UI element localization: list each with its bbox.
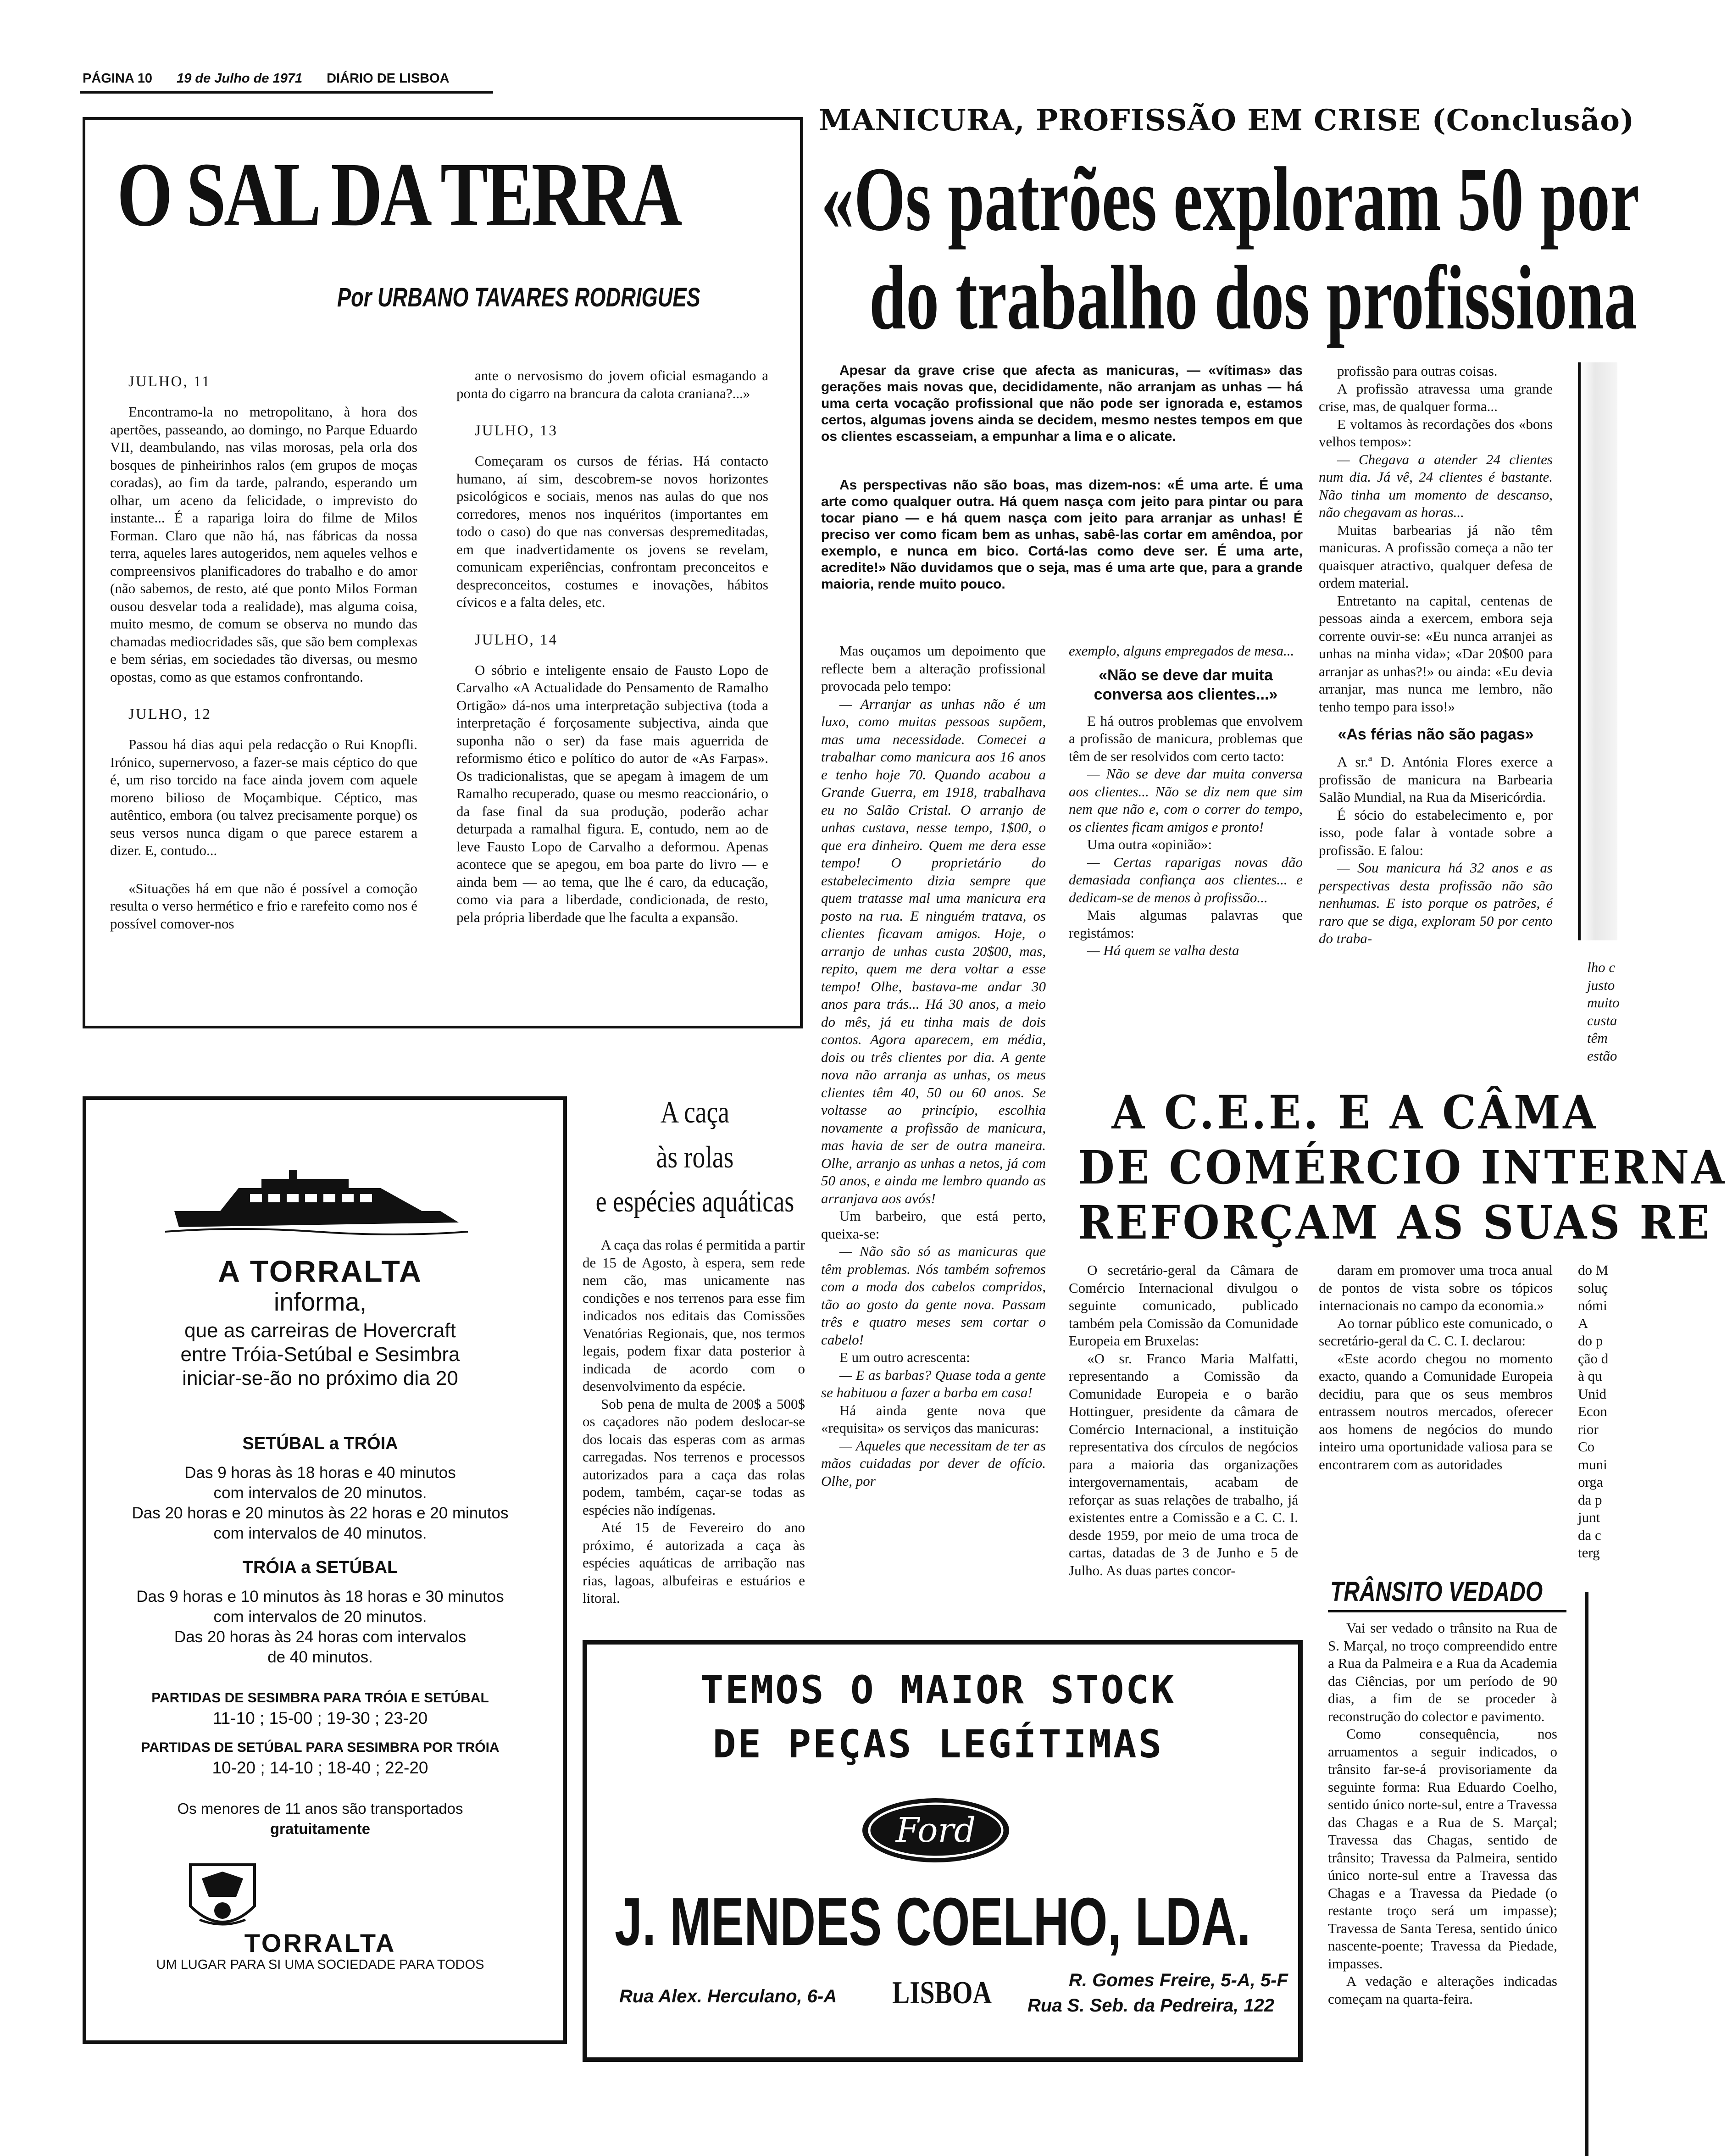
torralta-intro-line: entre Tróia-Setúbal e Sesimbra [180,1343,460,1366]
sal-date-heading: JULHO, 14 [475,631,558,648]
manicura-paragraph: É sócio do estabelecimento e, por isso, pode falar à vontade sobre a profissão. E falou: [1319,806,1553,858]
cee-headline [1078,1085,1727,1250]
cee-col2 [1319,1261,1553,1473]
cee-edge-col [1578,1261,1615,1562]
cee-edge-fragment: soluç [1578,1279,1608,1296]
torralta-emblem [186,1860,259,1938]
manicura-edge-fragment: estão [1587,1047,1617,1064]
manicura-paragraph: E um outro acrescenta: [839,1349,970,1365]
sal-paragraph: O sóbrio e inteligente ensaio de Fausto Lopo de Carvalho «A Actualidade do Pensamento de Ramalho Ortigão» dá-nos uma interpretação subjectiva (toda a interpretação é forçosamente subjectiva, ainda que suponha não o ser) da fase mais aguerrida de reformismo ético e político do autor de «As Farpas». Os tradicionalistas, que se apegam à imagem de um Ramalho recuperado, quase ou mesmo reaccionário, o da fase final da sua produção, poderão achar deturpada a ramalhal figura. E, contudo, nem ao de leve Fausto Lopo de Carvalho a deformou. Apenas acontece que se apegou, em boa parte do livro — e ainda bem — ao tema, que lhe é caro, da educação, como via para a liberdade, condicionada, de resto, pela própria liberdade que lhe faculta a expansão. [456,661,768,925]
cee-edge-fragment: Unid [1578,1385,1606,1402]
manicura-paragraph: E voltamos às recordações dos «bons velhos tempos»: [1319,416,1553,450]
paper-name: DIÁRIO DE LISBOA [327,71,450,86]
manicura-paragraph: — E as barbas? Quase toda a gente se habituou a fazer a barba em casa! [821,1367,1046,1400]
cee-edge-fragment: Econ [1578,1403,1607,1419]
caca-text [583,1236,805,1607]
sal-paragraph: «Situações há em que não é possível a comoção resulta o verso hermético e frio e rarefeito como nos é possível comover-nos [110,880,417,932]
ford-ad-address-2: R. Gomes Freire, 5-A, 5-F [1069,1970,1288,1990]
transito-side-rule [1585,1592,1588,2156]
manicura-paragraph: E há outros problemas que envolvem a profissão de manicura, problemas que têm de ser resolvidos com certo tacto: [1069,712,1303,764]
ford-logo-text: Ford [895,1811,976,1850]
transito-paragraph: A vedação e alterações indicadas começam na quarta-feira. [1328,1973,1557,2007]
torralta-intro-line: iniciar-se-ão no próximo dia 20 [182,1367,458,1389]
transito-title: TRÂNSITO VEDADO [1330,1576,1543,1607]
torralta-note-line: Os menores de 11 anos são transportados [177,1800,463,1817]
sal-date-heading: JULHO, 13 [475,422,558,439]
manicura-edge-fragment: lho c [1587,959,1616,975]
ford-ad-city: LISBOA [892,1975,992,2011]
sal-paragraph: ante o nervosismo do jovem oficial esmagando a ponta do cigarro na brancura da calota craniana?...» [456,367,768,401]
manicura-paragraph: profissão para outras coisas. [1337,363,1498,379]
manicura-paragraph: — Arranjar as unhas não é um luxo, como muitas pessoas supõem, mas uma necessidade. Comecei a trabalhar como manicura aos 16 anos e tenho hoje 70. Quando acabou a Grande Guerra, em 1918, trabalhava eu no Salão Cristal. O arranjo de unhas custava, nesse tempo, 1$00, o que era dinheiro. Quem me dera esse tempo! O proprietário do estabelecimento dizia sempre que quem tratasse mal uma manicura era posto na rua. E ninguém tratava, os clientes ficavam amigos. Hoje, o arranjo de unhas custa 20$00, mas, repito, quem me dera voltar a esse tempo! Olhe, bastava-me andar 30 anos para trás... Há 30 anos, a meio do mês, já eu tinha mais de dois contos. Agora aparecem, em média, dois ou três clientes por dia. A gente nova não arranja as unhas, os meus clientes têm 40, 50 ou 60 anos. Se voltasse ao princípio, escolhia novamente a profissão de manicura, mas havia de ser de outra maneira. Olhe, arranjo as unhas a netos, já com 50 anos, e ainda me lembro quando as arranjava aos avós! [821,695,1046,1206]
caca-paragraph: Sob pena de multa de 200$ a 500$ os caçadores não podem deslocar-se dos locais das esperas com as armas carregadas. Nos terrenos e processos autorizados para a caça das rolas podem, também, caçar-se todas as espécies não indígenas. [583,1395,805,1518]
caca-paragraph: Até 15 de Fevereiro do ano próximo, é autorizada a caça às espécies aquáticas de arribação nas rias, lagoas, albufeiras e estuários e litoral. [583,1519,805,1606]
cee-edge-fragment: do p [1578,1333,1603,1349]
setubal-troia-line: com intervalos de 20 minutos. [213,1484,427,1502]
cee-edge-fragment: junt [1578,1509,1600,1525]
ford-ad-line2: DE PEÇAS LEGÍTIMAS [712,1722,1164,1767]
cee-headline-line: REFORÇAM AS SUAS RE [1078,1195,1712,1250]
manicura-paragraph: — Aqueles que necessitam de ter as mãos cuidadas por dever de ofício. Olhe, por [821,1437,1046,1489]
manicura-paragraph: Mais algumas palavras que registámos: [1069,907,1303,941]
manicura-lead-1: Apesar da grave crise que afecta as manicuras, — «vítimas» das gerações mais novas que, decididamente, não arranjam as unhas — há uma certa vocação profissional que não pode ser ignorada e, estamos certos, algumas jovens ainda se decidem, mesmo nestes tempos em que os clientes escasseiam, a empunhar a lima e o alicate. [821,363,1303,444]
transito-paragraph: Vai ser vedado o trânsito na Rua de S. Marçal, no troço compreendido entre a Rua da Palmeira e a Rua da Academia das Ciências, por um período de 90 dias, a fim de se proceder à reconstrução do colector e pavimento. [1328,1620,1557,1724]
manicura-paragraph: Um barbeiro, que está perto, queixa-se: [821,1208,1046,1242]
setubal-troia-line: Das 20 horas e 20 minutos às 22 horas e 20 minutos [132,1504,509,1522]
cee-paragraph: Ao tornar público este comunicado, o secretário-geral da C. C. I. declarou: [1319,1315,1553,1349]
sal-byline: Por URBANO TAVARES RODRIGUES [337,283,700,312]
setubal-departures-heading: PARTIDAS DE SETÚBAL PARA SESIMBRA POR TRÓIA [141,1740,500,1755]
cee-edge-fragment: à qu [1578,1368,1602,1384]
manicura-paragraph: — Sou manicura há 32 anos e as perspectivas desta profissão não são nenhumas. E isto porque os patrões, é raro que se diga, exploram 50 por cento do traba- [1319,860,1553,946]
page-number: PÁGINA 10 [83,71,153,86]
cee-paragraph: O secretário-geral da Câmara de Comércio Internacional divulgou o seguinte comunicado, publicado também pela Comissão da Comunidade Europeia em Bruxelas: [1069,1262,1298,1349]
torralta-intro [86,1319,554,1390]
sesimbra-departures: 11-10 ; 15-00 ; 19-30 ; 23-20 [212,1709,428,1728]
torralta-schedule [86,1434,554,1839]
troia-setubal-line: Das 20 horas às 24 horas com intervalos [174,1628,466,1646]
cee-edge-fragment: terg [1578,1545,1600,1561]
transito-text [1328,1619,1557,2008]
manicura-paragraph: A sr.ª D. Antónia Flores exerce a profissão de manicura na Barbearia Salão Mundial, na Rua da Misericórdia. [1319,754,1553,805]
manicura-col-b [1069,642,1303,960]
cee-edge-fragment: nómi [1578,1297,1607,1313]
sal-paragraph: Encontramo-la no metropolitano, à hora dos apertões, passeando, ao domingo, no Parque Eduardo VII, deambulando, nas vilas morosas, pela orla dos bosques de pinheirinhos ralos (em grupos de moças coradas), ao fim da tarde, palrando, esperando um olhar, um aceno da felicidade, o imprevisto do instante... É a rapariga loira do filme de Milos Forman. Claro que não há, nas fábricas da nossa terra, aqueles lares autogeridos, nem aqueles velhos e compreensivos planificadores do trabalho e do amor (não sabemos, de resto, até que ponto Milos Forman ousou desvelar toda a realidade), mas alguma coisa, muito mesmo, de comum se observa no mundo das chamadas mediocridades sãs, que são bem complexas e bem sérias, em sociedades tão diversas, ou mesmo opostas, como as que estamos confrontando. [110,404,417,685]
torralta-informa: informa, [273,1287,367,1316]
torralta-brand: TORRALTA [250,1254,422,1288]
cee-edge-fragment: rior [1578,1421,1599,1437]
cee-col1 [1069,1261,1298,1579]
manicura-edge-fragment: muito [1587,995,1620,1011]
manicura-photo-edge [1578,362,1617,940]
caca-title-line: e espécies aquáticas [595,1185,794,1218]
caca-title-line: A caça [660,1095,730,1129]
hovercraft-illustration [165,1167,468,1236]
sal-col2 [456,367,768,946]
manicura-edge-fragment: custa [1587,1012,1617,1028]
manicura-paragraph: — Há quem se valha desta [1087,942,1239,958]
cee-edge-fragment: da c [1578,1527,1601,1543]
ford-ad-address-1: Rua Alex. Herculano, 6-A [619,1986,837,2006]
manicura-paragraph: — Certas raparigas novas dão demasiada confiança aos clientes... e dedicam-se de menos à profissão... [1069,854,1303,906]
caca-title [573,1089,816,1224]
manicura-edge-fragment: têm [1587,1030,1608,1046]
manicura-lead-2: As perspectivas não são boas, mas dizem-nos: «É uma arte. É uma arte como qualquer outra. Há quem nasça com jeito para pintar ou para tocar piano — e há quem nasça com jeito para arranjar as unhas! É preciso ver como ficam bem as unhas, sabê-las cortar em amêndoa, por exemplo, e nunca em bico. Cortá-las como deve ser. É uma arte, acredite!» Não duvidamos que o seja, mas é uma arte que, para a grande maioria, rende muito pouco. [821,478,1303,592]
torralta-note-line: gratuitamente [270,1820,371,1837]
cee-edge-fragment: muni [1578,1456,1607,1473]
cee-headline-line: A C.E.E. E A CÂMA [1111,1085,1599,1139]
torralta-intro-line: que as carreiras de Hovercraft [184,1319,456,1342]
troia-setubal-heading: TRÓIA a SETÚBAL [242,1558,398,1577]
ford-ad-company: J. MENDES COELHO, LDA. [615,1884,1251,1960]
manicura-paragraph: Há ainda gente nova que «requisita» os serviços das manicuras: [821,1402,1046,1436]
sal-col1 [110,367,417,953]
cee-paragraph: daram em promover uma troca anual de pontos de vista sobre os tópicos internacionais no campo da economia.» [1319,1262,1553,1313]
cee-paragraph: «Este acordo chegou no momento exacto, quando a Comunidade Europeia decidiu, para que os seus membros entrassem noutros mercados, oferecer aos homens de negócios do mundo inteiro uma oportunidade valiosa para se encontrarem com as autoridades [1319,1350,1553,1473]
cee-paragraph: «O sr. Franco Maria Malfatti, representando a Comissão da Comunidade Europeia e o barão Hottinguer, presidente da câmara de Comércio Internacional, a instituição representativa dos círculos de negócios para a maioria das organizações intergovernamentais, acabam de reforçar as suas relações de trabalho, já existentes entre a Comissão e a C. C. I. desde 1959, por meio de uma troca de cartas, datadas de 3 de Junho e 5 de Julho. As duas partes concor- [1069,1350,1298,1578]
setubal-departures: 10-20 ; 14-10 ; 18-40 ; 22-20 [212,1758,428,1777]
sal-title: O SAL DA TERRA [117,144,680,245]
cee-edge-fragment: Co [1578,1439,1595,1455]
cee-edge-fragment: ção d [1578,1350,1609,1367]
issue-date: 19 de Julho de 1971 [177,71,303,86]
troia-setubal-line: com intervalos de 20 minutos. [213,1608,427,1626]
ford-ad-line1: TEMOS O MAIOR STOCK [700,1667,1176,1712]
caca-paragraph: A caça das rolas é permitida a partir de 15 de Agosto, à espera, sem rede nem cão, mas unicamente nas condições e nos terrenos para esse fim indicados nos editais das Comissões Venatórias Regionais, que, nos termos legais, podem fixar data posterior à indicada de acordo com o desenvolvimento da espécie. [583,1237,805,1394]
setubal-troia-heading: SETÚBAL a TRÓIA [242,1434,398,1453]
torralta-a: A [218,1254,250,1288]
torralta-slogan: UM LUGAR PARA SI UMA SOCIEDADE PARA TODOS [156,1957,484,1972]
manicura-col-b-top: exemplo, alguns empregados de mesa... [1069,643,1294,659]
manicura-paragraph: — Chegava a atender 24 clientes num dia. Já vê, 24 clientes é bastante. Não tinha um momento de descanso, não chegavam as horas... [1319,451,1553,520]
manicura-headline-2: do trabalho dos profissiona [869,247,1637,349]
sesimbra-departures-heading: PARTIDAS DE SESIMBRA PARA TRÓIA E SETÚBAL [151,1690,489,1706]
torralta-brand-footer: TORRALTA [244,1928,396,1957]
manicura-paragraph: Mas ouçamos um depoimento que reflecte bem a alteração profissional provocada pelo tempo: [821,643,1046,694]
manicura-paragraph: — Não se deve dar muita conversa aos clientes... Não se diz nem que sim nem que não e, com o correr do tempo, os clientes ficam amigos e pronto! [1069,766,1303,835]
cee-headline-line: DE COMÉRCIO INTERNA [1078,1140,1727,1195]
manicura-subhead-c: «As férias não são pagas» [1338,726,1534,743]
transito-rule [1328,1610,1566,1612]
manicura-edge-col [1587,959,1620,1065]
sal-date-heading: JULHO, 12 [128,706,211,722]
manicura-subhead-b: «Não se deve dar muita conversa aos clientes...» [1094,666,1278,703]
manicura-paragraph: Muitas barbearias já não têm manicuras. A profissão começa a não ter quaisquer atractivo, qualquer defesa de ordem material. [1319,522,1553,591]
setubal-troia-line: com intervalos de 40 minutos. [213,1524,427,1542]
sal-paragraph: Começaram os cursos de férias. Há contacto humano, aí sim, descobrem-se novos horizontes psicológicos e sociais, menos nas aulas do que nos corredores, menos nos inquéritos (importantes em todo o caso) do que nas conversas despremeditadas, em que inadvertidamente os jovens se revelam, comunicam experiências, confrontam preconceitos e despreconceitos, costumes e inovações, hábitos cívicos e a falta deles, etc. [456,453,768,610]
manicura-paragraph: Entretanto na capital, centenas de pessoas ainda a exercem, embora seja corrente ouvir-se: «Eu nunca arranjei as unhas na minha vida»; «Dar 20$00 para arranjar as unhas?!» ou ainda: «Eu devia arranjar, mas nunca me lembro, não tenho tempo para isso!» [1319,592,1553,715]
manicura-col-c [1319,362,1553,948]
ford-ad-address-3: Rua S. Seb. da Pedreira, 122 [1027,1995,1275,2016]
transito-paragraph: Como consequência, nos arruamentos a seguir indicados, o trânsito far-se-á provisoriamente da seguinte forma: Rua Eduardo Coelho, sentido único norte-sul, entre a Travessa das Chagas e a Rua de S. Marçal; Travessa das Chagas, sentido de trânsito; Travessa da Palmeira, sentido único norte-sul entre a Travessa das Chagas e a Travessa da Piedade (o restante troço será um impasse); Travessa de Santa Teresa, sentido único nascente-poente; Travessa da Piedade, impasses. [1328,1726,1557,1972]
cee-edge-fragment: orga [1578,1474,1603,1490]
torralta-footer [86,1929,554,1973]
manicura-edge-fragment: justo [1587,977,1615,993]
ford-ad-stock [589,1663,1287,1771]
troia-setubal-line: Das 9 horas e 10 minutos às 18 horas e 30 minutos [136,1588,504,1606]
caca-title-line: às rolas [656,1139,734,1174]
manicura-paragraph: — Não são só as manicuras que têm problemas. Nós também sofremos com a moda dos cabelos compridos, tão ao gosto da gente nova. Passam três e quatro meses sem cortar o cabelo! [821,1243,1046,1348]
cee-edge-fragment: da p [1578,1491,1602,1508]
manicura-paragraph: A profissão atravessa uma grande crise, mas, de qualquer forma... [1319,380,1553,414]
masthead-rule [80,91,493,94]
torralta-header [86,1255,554,1316]
manicura-paragraph: Uma outra «opinião»: [1087,836,1212,852]
sal-date-heading: JULHO, 11 [128,373,211,390]
manicura-headline-1: «Os patrões exploram 50 por [821,149,1639,250]
cee-edge-fragment: A [1578,1315,1588,1331]
manicura-kicker: MANICURA, PROFISSÃO EM CRISE (Conclusão) [819,103,1635,138]
cee-edge-fragment: do M [1578,1262,1609,1278]
setubal-troia-line: Das 9 horas às 18 horas e 40 minutos [184,1464,456,1482]
sal-paragraph: Passou há dias aqui pela redacção o Rui Knopfli. Irónico, supernervoso, a fazer-se mais céptico do que é, um riso torcido na face ainda jovem com aquele moreno bilioso de Moçambique. Céptico, mas autêntico, embora (ou talvez precisamente porque) os seus versos nunca digam o que parece estarem a dizer. E, contudo... [110,736,417,858]
ford-logo [860,1796,1011,1865]
manicura-col-a [821,642,1046,1490]
troia-setubal-line: de 40 minutos. [267,1648,373,1666]
